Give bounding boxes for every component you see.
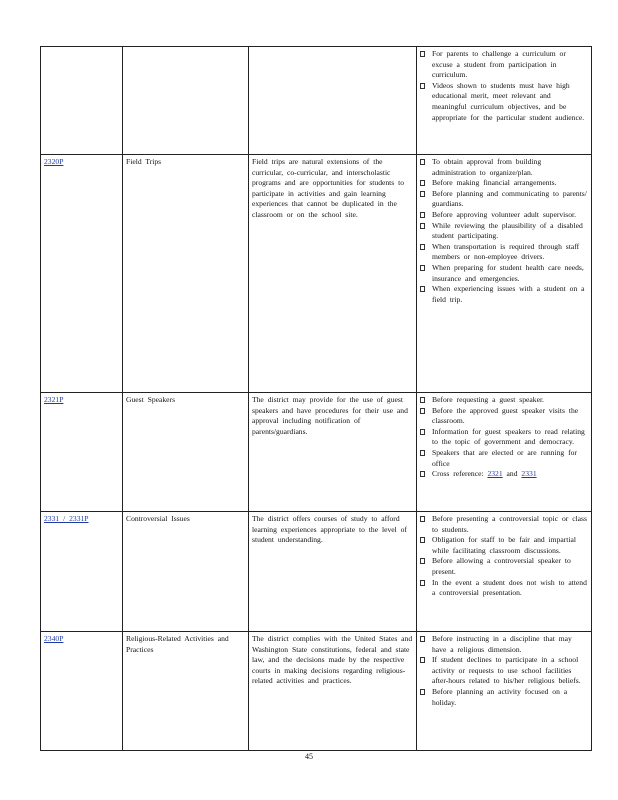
checkbox-bullet-icon	[420, 397, 425, 403]
list-item: Before planning and communicating to parents/ guardians.	[420, 189, 588, 210]
list-item: Videos shown to students must have high educational merit, meet relevant and meaningful curriculum objectives, and be appropriate for the particular student audience.	[420, 81, 588, 123]
cross-reference-link[interactable]: 2331	[521, 469, 537, 479]
bullets-cell	[417, 47, 592, 155]
list-item: While reviewing the plausibility of a disabled student participating.	[420, 221, 588, 242]
table-row-continued	[41, 47, 592, 155]
list-item	[420, 469, 588, 480]
checkbox-bullet-icon	[420, 450, 425, 456]
checkbox-bullet-icon	[420, 636, 425, 642]
checkbox-bullet-icon	[420, 159, 425, 165]
cross-reference-link[interactable]: 2321	[487, 469, 503, 479]
list-item: Information for guest speakers to read relating to the topic of government and democracy.	[420, 427, 588, 448]
code-cell	[41, 512, 123, 632]
checkbox-bullet-icon	[420, 191, 425, 197]
list-item: Obligation for staff to be fair and impartial while facilitating classroom discussions.	[420, 535, 588, 556]
list-item: To obtain approval from building administration to organize/plan.	[420, 157, 588, 178]
code-cell	[41, 155, 123, 393]
description-cell: Field trips are natural extensions of the curricular, co-curricular, and interscholastic programs and are opportunities for students to participate in activities and gain learning experiences that cannot be duplicated in the classroom or on the school site.	[249, 155, 417, 393]
checkbox-bullet-icon	[420, 51, 425, 57]
table-row-2331	[41, 512, 592, 632]
checkbox-bullet-icon	[420, 516, 425, 522]
checkbox-bullet-icon	[420, 223, 425, 229]
name-cell	[123, 47, 249, 155]
list-item: Before instructing in a discipline that may have a religious dimension.	[420, 634, 588, 655]
list-item: Before presenting a controversial topic or class to students.	[420, 514, 588, 535]
list-item: Before allowing a controversial speaker to present.	[420, 556, 588, 577]
checkbox-bullet-icon	[420, 657, 425, 663]
table-row-2320p	[41, 155, 592, 393]
list-item: Speakers that are elected or are running for office	[420, 448, 588, 469]
cross-reference: Cross reference: 2321 and 2331	[432, 469, 537, 479]
list-item: Before requesting a guest speaker.	[420, 395, 588, 406]
bullets-cell	[417, 393, 592, 512]
checkbox-bullet-icon	[420, 429, 425, 435]
bullets-cell	[417, 155, 592, 393]
description-cell	[249, 47, 417, 155]
bullet-list	[420, 49, 588, 123]
checkbox-bullet-icon	[420, 180, 425, 186]
description-cell: The district may provide for the use of guest speakers and have procedures for their use and approval including notification of parents/guardians.	[249, 393, 417, 512]
bullets-cell	[417, 632, 592, 751]
code-cell	[41, 47, 123, 155]
checkbox-bullet-icon	[420, 265, 425, 271]
name-cell: Controversial Issues	[123, 512, 249, 632]
checkbox-bullet-icon	[420, 558, 425, 564]
policy-code-link[interactable]: 2331 / 2331P	[44, 514, 89, 523]
table-row-2340p	[41, 632, 592, 751]
bullet-list	[420, 634, 588, 708]
checkbox-bullet-icon	[420, 83, 425, 89]
checkbox-bullet-icon	[420, 212, 425, 218]
checkbox-bullet-icon	[420, 244, 425, 250]
list-item: Before planning an activity focused on a holiday.	[420, 687, 588, 708]
list-item: When preparing for student health care needs, insurance and emergencies.	[420, 263, 588, 284]
list-item: Before approving volunteer adult supervisor.	[420, 210, 588, 221]
list-item: If student declines to participate in a school activity or requests to use school facilities after-hours related to his/her religious beliefs.	[420, 655, 588, 687]
bullet-list	[420, 514, 588, 599]
policy-code-link[interactable]: 2320P	[44, 157, 64, 166]
name-cell: Religious-Related Activities and Practices	[123, 632, 249, 751]
code-cell	[41, 393, 123, 512]
name-cell: Guest Speakers	[123, 393, 249, 512]
checkbox-bullet-icon	[420, 537, 425, 543]
list-item: Before making financial arrangements.	[420, 178, 588, 189]
checkbox-bullet-icon	[420, 286, 425, 292]
list-item: Before the approved guest speaker visits the classroom.	[420, 406, 588, 427]
list-item: When transportation is required through staff members or non-employee drivers.	[420, 242, 588, 263]
table-row-2321p	[41, 393, 592, 512]
bullet-list	[420, 395, 588, 480]
policy-table	[40, 46, 592, 751]
code-cell	[41, 632, 123, 751]
list-item: When experiencing issues with a student on a field trip.	[420, 284, 588, 305]
policy-code-link[interactable]: 2321P	[44, 395, 64, 404]
checkbox-bullet-icon	[420, 408, 425, 414]
list-item: In the event a student does not wish to attend a controversial presentation.	[420, 578, 588, 599]
policy-code-link[interactable]: 2340P	[44, 634, 64, 643]
page-number: 45	[305, 752, 313, 761]
name-cell: Field Trips	[123, 155, 249, 393]
checkbox-bullet-icon	[420, 689, 425, 695]
description-cell: The district offers courses of study to afford learning experiences appropriate to the level of student understanding.	[249, 512, 417, 632]
checkbox-bullet-icon	[420, 580, 425, 586]
description-cell: The district complies with the United States and Washington State constitutions, federal and state law, and the decisions made by the respective courts in making decisions regarding religious-related activities and practices.	[249, 632, 417, 751]
list-item: For parents to challenge a curriculum or excuse a student from participation in curriculum.	[420, 49, 588, 81]
bullet-list	[420, 157, 588, 305]
bullets-cell	[417, 512, 592, 632]
checkbox-bullet-icon	[420, 471, 425, 477]
